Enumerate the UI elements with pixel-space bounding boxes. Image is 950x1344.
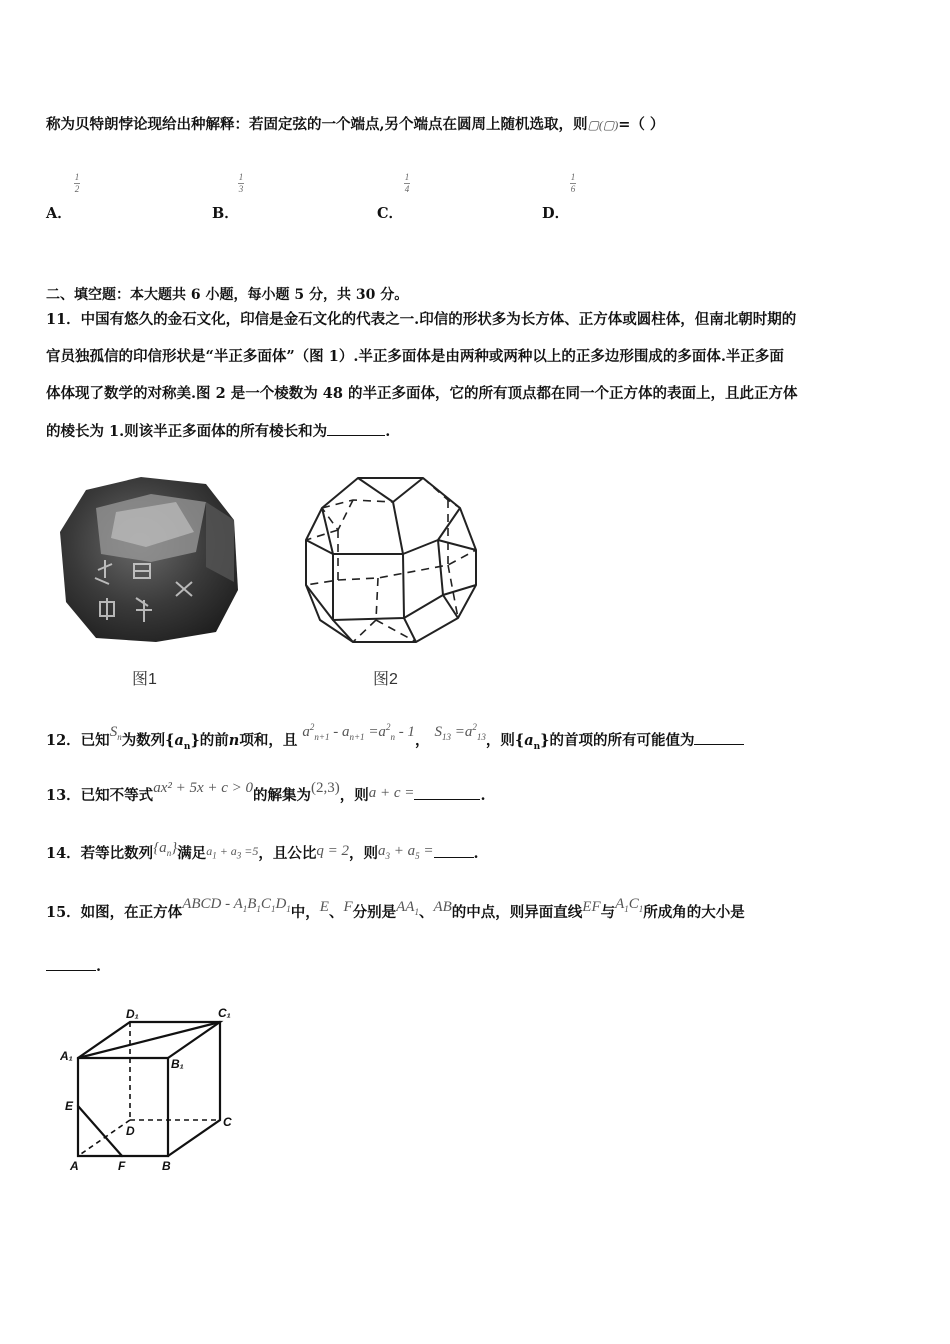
solution-interval: (2,3) (311, 780, 340, 796)
target-expression: $a_3 + a_5$ = (378, 843, 434, 861)
answer-blank[interactable] (694, 730, 744, 745)
option-d-label: D． (542, 205, 570, 222)
q11-line-2: 官员独孤信的印信形状是“半正多面体”（图 1）.半正多面体是由两种或两种以上的正多边形围成的多面体.半正多面 (46, 348, 784, 365)
cube-name: ABCD - $A_1B_1C_1D_1$ (182, 896, 291, 914)
probability-expression: ▢(▢) (587, 118, 619, 132)
q10-stem: 称为贝特朗悖论现给出种解释：若固定弦的一个端点,另个端点在圆周上随机选取，则▢(▢)=（ ） (46, 116, 665, 133)
option-b-label: B． (212, 205, 239, 222)
q13-line: 13．已知不等式ax² + 5x + c > 0的解集为(2,3)，则a + c = . (46, 780, 486, 804)
q12-line: 12．已知$S_n$为数列$\{a_n\}$的前n项和，且 $a^2_{n+1} - a_{n+1} =a^2_n - 1$， $S_{13} =a^2_{13}$，则$\{a_n\}$的首项的所有可能值为 (46, 726, 744, 757)
figure-1-caption: 图1 (132, 671, 157, 688)
condition-expression: a1 + a3 =5 (206, 844, 259, 861)
answer-blank[interactable] (434, 843, 474, 858)
option-c-label: C． (377, 205, 404, 222)
inequality-expression: ax² + 5x + c > 0 (153, 780, 254, 796)
polyhedron-figure (298, 470, 482, 650)
option-d-fraction: 1 6 (570, 172, 576, 194)
label-c: C (223, 1115, 232, 1129)
label-b1: B₁ (171, 1057, 184, 1071)
answer-blank[interactable] (414, 785, 480, 800)
sum-expression: a + c = (368, 785, 415, 801)
q11-line-4: 的棱长为 1.则该半正多面体的所有棱长和为 . (46, 423, 391, 440)
section-heading: 二、填空题：本大题共 6 小题，每小题 5 分，共 30 分。 (46, 287, 409, 303)
q11-line-3: 体体现了数学的对称美.图 2 是一个棱数为 48 的半正多面体，它的所有顶点都在同一个正方体的表面上，且此正方体 (46, 385, 798, 402)
sequence-symbol: $\{a_n\}$ (153, 840, 178, 858)
label-e: E (65, 1099, 74, 1113)
label-d: D (126, 1124, 135, 1138)
figure-2-caption: 图2 (373, 671, 398, 688)
seal-photo-figure (56, 472, 242, 644)
label-a: A (70, 1159, 79, 1173)
option-b-fraction: 1 3 (238, 172, 244, 194)
label-b: B (162, 1159, 171, 1173)
label-a1: A₁ (60, 1049, 73, 1063)
answer-blank[interactable] (327, 421, 385, 436)
q11-line-1: 11．中国有悠久的金石文化，印信是金石文化的代表之一.印信的形状多为长方体、正方体或圆柱体，但南北朝时期的 (46, 311, 797, 328)
label-f: F (118, 1159, 126, 1173)
option-a-fraction: 1 2 (74, 172, 80, 194)
recurrence-expression: $a^2_{n+1} - a_{n+1} =a^2_n - 1$ (302, 722, 415, 742)
sum-condition: $S_{13} =a^2_{13}$ (434, 722, 486, 742)
label-d1: D₁ (126, 1007, 139, 1021)
option-a-label: A． (46, 205, 72, 222)
cube-figure (60, 1002, 250, 1182)
option-c-fraction: 1 4 (404, 172, 410, 194)
q15-line: 15．如图，在正方体ABCD - $A_1B_1C_1D_1$中，E、F分别是$AA_1$、AB的中点，则异面直线EF与$A_1C_1$所成角的大小是 (46, 896, 745, 921)
q15-answer-line: . (46, 956, 101, 977)
ratio-expression: q = 2 (316, 843, 350, 859)
q14-line: 14．若等比数列$\{a_n\}$满足$^{a_1 + a_3 =5}$，且公比q = 2，则$a_3 + a_5$ = . (46, 840, 479, 862)
label-c1: C₁ (218, 1006, 231, 1020)
answer-blank[interactable] (46, 956, 96, 971)
